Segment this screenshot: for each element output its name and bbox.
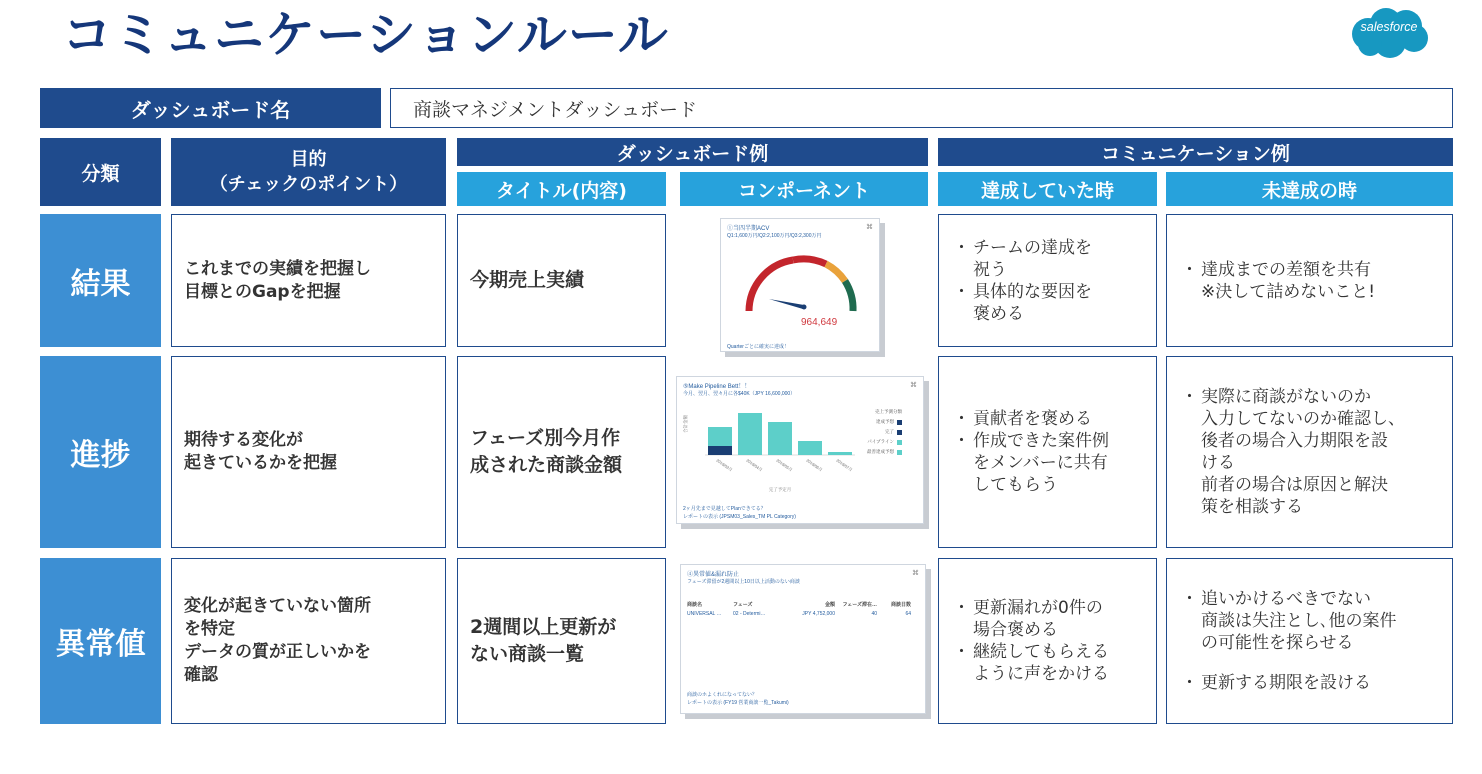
gauge-arc-orange	[826, 264, 845, 281]
x-tick-label: 2019/03月	[715, 457, 734, 473]
col-header: 商談名	[687, 601, 703, 608]
gauge-arc-red-2	[793, 259, 826, 264]
table-cell: UNIVERSAL …	[687, 611, 722, 617]
gauge-hub	[802, 305, 807, 310]
header-title-content: タイトル(内容)	[457, 172, 666, 206]
header-purpose-line2: （チェックのポイント）	[209, 174, 408, 195]
bar-パイプライン	[828, 452, 852, 455]
dashboard-name-value: 商談マネジメントダッシュボード	[390, 88, 1453, 128]
bar-パイプライン	[768, 422, 792, 455]
legend-item-done: 完了	[867, 427, 902, 437]
list-item: ・ 達成までの差額を共有 ※決して詰めないこと!	[1181, 259, 1375, 303]
report-table	[687, 599, 911, 619]
card-footer-link[interactable]: Quarterごとに確実に達成！	[727, 344, 789, 350]
header-component: コンポーネント	[680, 172, 928, 206]
col-header: フェーズ	[733, 601, 753, 608]
list-item: ・ チームの達成を 祝う	[953, 237, 1092, 281]
card-footer-line1: 2ヶ月先まで見越してPlanできてる？	[683, 506, 766, 512]
logo-text: salesforce	[1360, 20, 1418, 34]
col-header: フェーズ滞在…	[842, 601, 877, 608]
list-item: ・ 継続してもらえる ように声をかける	[953, 641, 1109, 685]
x-tick-label: 2019/06月	[805, 457, 824, 473]
list-item: ・ 作成できた案件例 をメンバーに共有 してもらう	[953, 430, 1109, 496]
header-achieved: 達成していた時	[938, 172, 1157, 206]
category-progress: 進捗	[40, 356, 161, 548]
card-title: ⑤Make Pipeline Bett！！	[683, 384, 751, 390]
page-title: コミュニケーションルール	[62, 6, 669, 64]
legend-item-best: 最善達成予想	[867, 447, 902, 457]
header-not-achieved: 未達成の時	[1166, 172, 1453, 206]
table-header-row	[687, 599, 911, 609]
chart-legend	[867, 407, 902, 457]
x-axis-label: 完了予定月	[768, 487, 792, 492]
salesforce-logo	[1346, 4, 1432, 60]
bar-パイプライン	[708, 427, 732, 446]
category-anomaly: 異常値	[40, 558, 161, 724]
achieved-list	[953, 597, 1109, 685]
purpose-cell: 期待する変化が 起きているかを把握	[171, 356, 446, 548]
card-footer-link[interactable]: レポートの表示 (FY19 営業商談一覧_Takumi)	[687, 700, 789, 706]
col-header: 金額	[824, 601, 835, 608]
list-item: ・ 実際に商談がないのか 入力してないのか確認し、 後者の場合入力期限を設 ける 前者の場合は原因と解決 策を相談する	[1181, 386, 1405, 518]
not-achieved-list	[1181, 588, 1397, 694]
not-achieved-list	[1181, 386, 1405, 518]
list-item: ・ 更新する期限を設ける	[1181, 672, 1397, 694]
header-dashboard-example: ダッシュボード例	[457, 138, 928, 166]
header-category: 分類	[40, 138, 161, 206]
not-achieved-cell	[1166, 558, 1453, 724]
expand-icon[interactable]: ⌘	[866, 224, 873, 231]
achieved-cell	[938, 356, 1157, 548]
not-achieved-cell	[1166, 356, 1453, 548]
card-title: ①当四半期ACV	[727, 226, 770, 232]
achieved-cell	[938, 558, 1157, 724]
bar-完了	[708, 446, 732, 455]
gauge-value: 964,649	[801, 317, 838, 328]
header-purpose	[171, 138, 446, 206]
expand-icon[interactable]: ⌘	[912, 570, 919, 577]
card-subtitle: Q1:1,600万円/Q2:2,100万円/Q3:2,300万円	[727, 233, 822, 239]
achieved-cell	[938, 214, 1157, 347]
col-header: 商談日数	[890, 601, 911, 608]
x-tick-label: 2019/07月	[835, 457, 854, 473]
card-subtitle: フェーズ滞留が2週間以上10日以上活動のない商談	[687, 579, 800, 585]
legend-item-achieve: 達成予想	[867, 417, 902, 427]
dashboard-name-label: ダッシュボード名	[40, 88, 381, 128]
table-cell: JPY 4,752,000	[802, 611, 835, 617]
card-title: ④異常値&漏れ防止	[687, 572, 740, 578]
y-axis-label: 合計金額	[683, 415, 688, 433]
legend-item-pipeline: パイプライン	[867, 437, 902, 447]
table-cell: 64	[905, 611, 911, 617]
x-tick-label: 2019/05月	[775, 457, 794, 473]
bar-パイプライン	[798, 441, 822, 455]
title-cell: 今期売上実績	[457, 214, 666, 347]
card-footer-link[interactable]: レポートの表示 (JPSM03_Sales_TM PL Category)	[683, 514, 796, 520]
table-cell: 02 - Determi…	[733, 611, 766, 617]
list-item: ・ 貢献者を褒める	[953, 408, 1109, 430]
list-item: ・ 具体的な要因を 褒める	[953, 281, 1092, 325]
table-component-card[interactable]	[680, 564, 926, 714]
achieved-list	[953, 408, 1109, 496]
expand-icon[interactable]: ⌘	[910, 382, 917, 389]
header-purpose-line1: 目的	[290, 149, 327, 170]
title-cell: 2週間以上更新が ない商談一覧	[457, 558, 666, 724]
legend-title: 売上予測分類	[875, 409, 902, 414]
bar-パイプライン	[738, 413, 762, 455]
gauge-chart	[721, 219, 881, 353]
title-cell: フェーズ別今月作 成された商談金額	[457, 356, 666, 548]
header-communication-example: コミュニケーション例	[938, 138, 1453, 166]
card-subtitle: 今月、翌月、翌々月に各$40K（JPY 16,600,000）	[683, 391, 796, 397]
bar-component-card[interactable]	[676, 376, 924, 524]
purpose-cell: これまでの実績を把握し 目標とのGapを把握	[171, 214, 446, 347]
table-cell: 40	[871, 611, 877, 617]
gauge-needle	[769, 299, 804, 309]
achieved-list	[953, 237, 1092, 325]
not-achieved-cell	[1166, 214, 1453, 347]
list-item: ・ 追いかけるべきでない 商談は失注とし､他の案件 の可能性を探らせる	[1181, 588, 1397, 654]
card-footer-line1: 商談のホよくれになってない？	[687, 692, 758, 698]
x-tick-label: 2019/04月	[745, 457, 764, 473]
purpose-cell: 変化が起きていない箇所 を特定 データの質が正しいかを 確認	[171, 558, 446, 724]
gauge-component-card[interactable]	[720, 218, 880, 352]
gauge-arc-green	[845, 281, 853, 311]
category-result: 結果	[40, 214, 161, 347]
table-row[interactable]	[687, 609, 911, 619]
not-achieved-list	[1181, 259, 1375, 303]
list-item: ・ 更新漏れが0件の 場合褒める	[953, 597, 1109, 641]
